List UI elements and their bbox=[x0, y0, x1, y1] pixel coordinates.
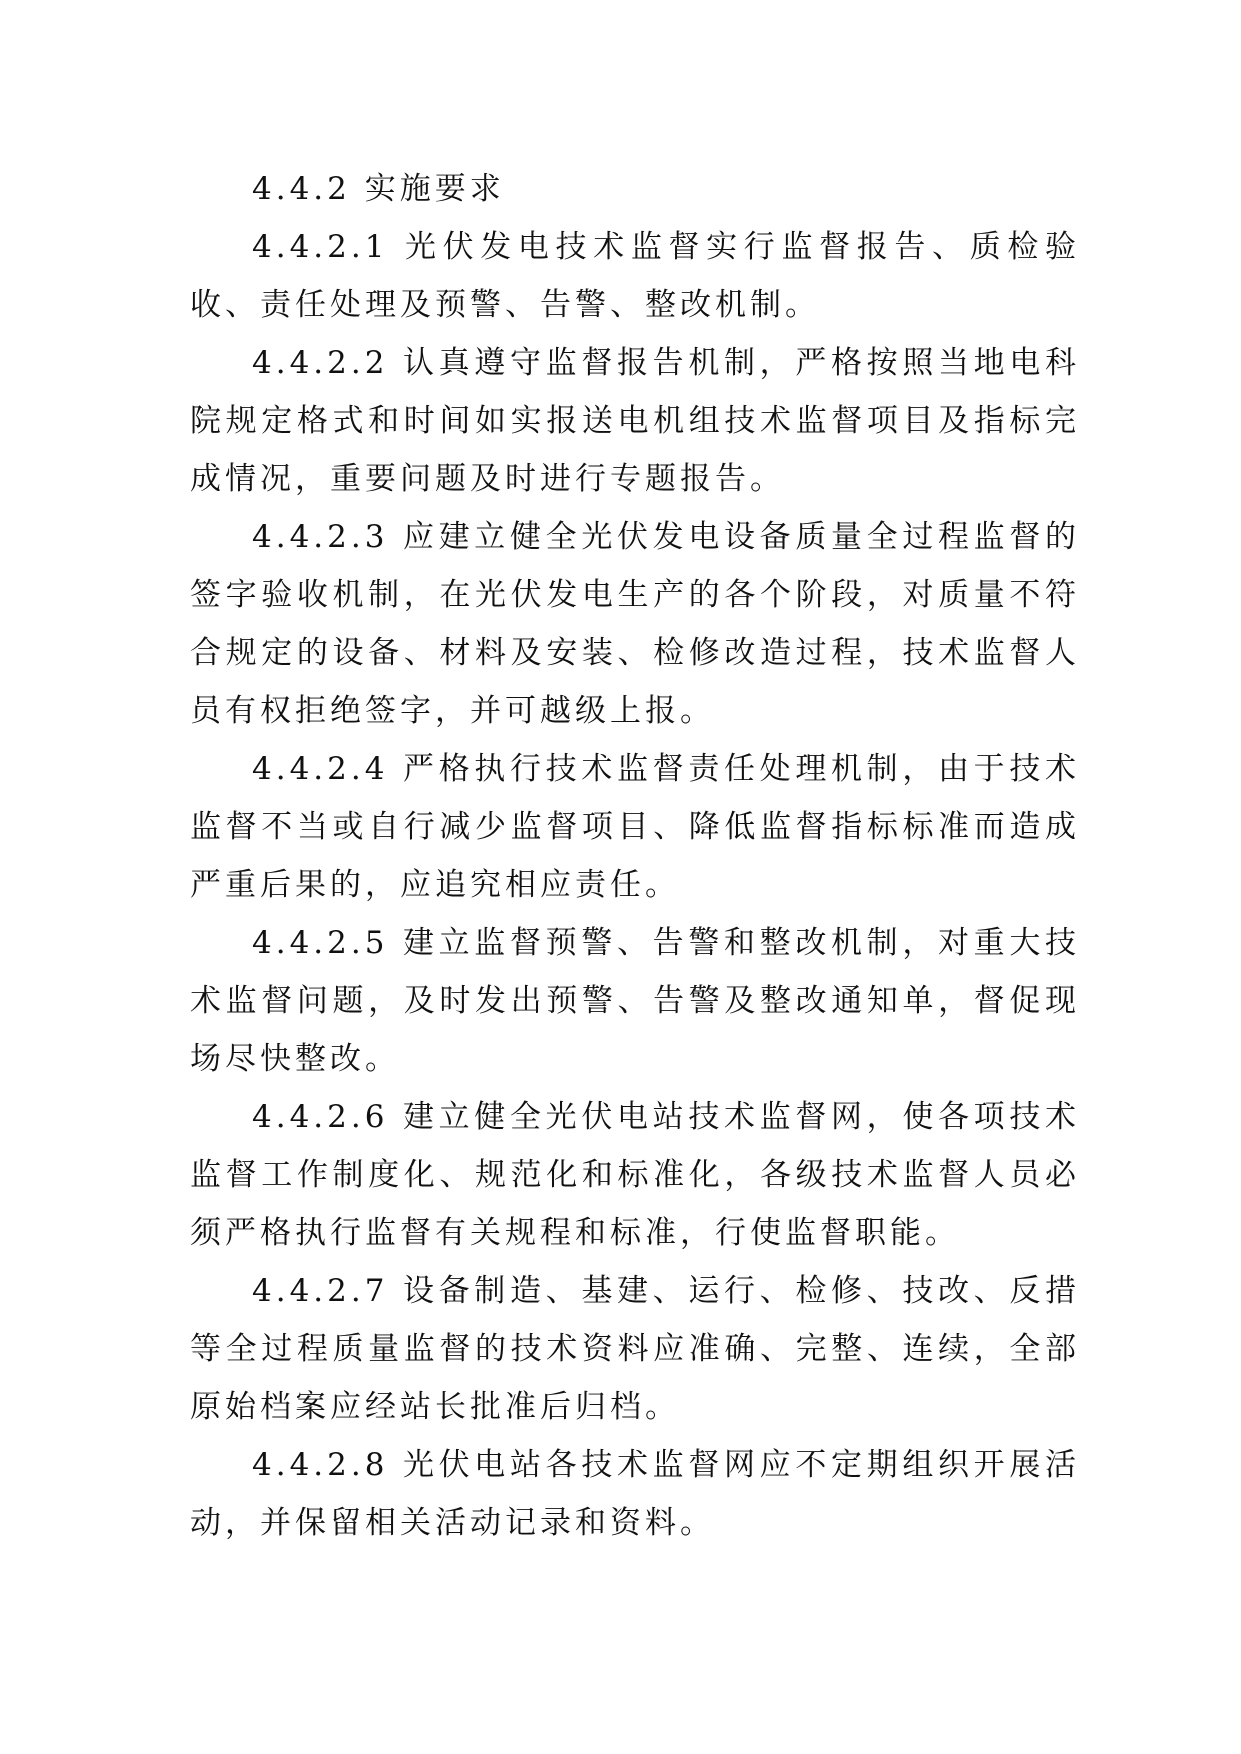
clause-paragraph: 4.4.2.5 建立监督预警、告警和整改机制，对重大技术监督问题，及时发出预警、告警及整改通知单，督促现场尽快整改。 bbox=[190, 925, 1080, 1077]
clause-paragraph: 4.4.2.3 应建立健全光伏发电设备质量全过程监督的签字验收机制，在光伏发电生产的各个阶段，对质量不符合规定的设备、材料及安装、检修改造过程，技术监督人员有权拒绝签字，并可越级上报。 bbox=[190, 519, 1080, 729]
clause-paragraph: 4.4.2.2 认真遵守监督报告机制，严格按照当地电科院规定格式和时间如实报送电机组技术监督项目及指标完成情况，重要问题及时进行专题报告。 bbox=[190, 345, 1080, 497]
section-heading: 4.4.2 实施要求 bbox=[252, 171, 505, 207]
section-body bbox=[190, 160, 1080, 1552]
clause-paragraph: 4.4.2.1 光伏发电技术监督实行监督报告、质检验收、责任处理及预警、告警、整改机制。 bbox=[190, 229, 1080, 323]
clause-paragraph: 4.4.2.7 设备制造、基建、运行、检修、技改、反措等全过程质量监督的技术资料应准确、完整、连续，全部原始档案应经站长批准后归档。 bbox=[190, 1273, 1080, 1425]
clause-paragraph: 4.4.2.6 建立健全光伏电站技术监督网，使各项技术监督工作制度化、规范化和标准化，各级技术监督人员必须严格执行监督有关规程和标准，行使监督职能。 bbox=[190, 1099, 1080, 1251]
clause-paragraph: 4.4.2.4 严格执行技术监督责任处理机制，由于技术监督不当或自行减少监督项目、降低监督指标标准而造成严重后果的，应追究相应责任。 bbox=[190, 751, 1080, 903]
clause-paragraph: 4.4.2.8 光伏电站各技术监督网应不定期组织开展活动，并保留相关活动记录和资料。 bbox=[190, 1447, 1080, 1541]
